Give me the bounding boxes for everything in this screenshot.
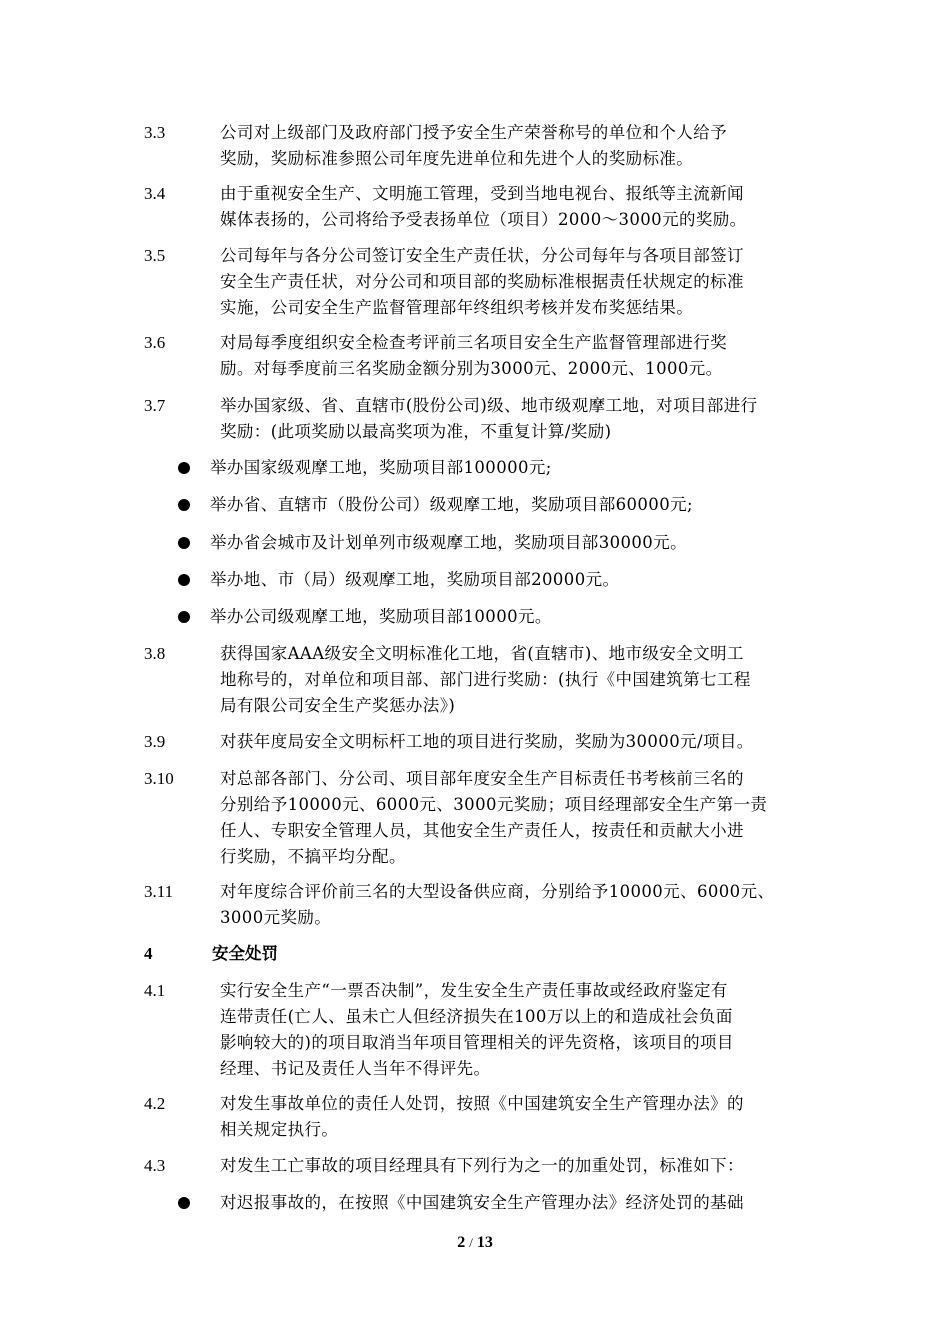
clause-text <box>220 1153 810 1179</box>
page-total: 13 <box>476 1234 493 1251</box>
list-item-text: 举办公司级观摩工地，奖励项目部10000元。 <box>210 607 552 626</box>
clause-number: 3.10 <box>144 769 174 788</box>
text-line: 由于重视安全生产、文明施工管理，受到当地电视台、报纸等主流新闻 <box>220 184 744 203</box>
bullet-icon <box>178 537 190 549</box>
clause-number: 3.9 <box>144 732 166 751</box>
text-line: 公司每年与各分公司签订安全生产责任状，分公司每年与各项目部签订 <box>220 246 744 265</box>
clause-number: 3.11 <box>144 882 174 901</box>
clause-text <box>220 978 810 1082</box>
text-line: 实行安全生产“一票否决制”，发生安全生产责任事故或经政府鉴定有 <box>220 981 728 1000</box>
text-line: 任人、专职安全管理人员，其他安全生产责任人，按责任和贡献大小进 <box>220 821 744 840</box>
list-item-text: 举办省会城市及计划单列市级观摩工地，奖励项目部30000元。 <box>210 533 687 552</box>
clause-number: 3.7 <box>144 396 166 415</box>
text-line: 奖励，奖励标准参照公司年度先进单位和先进个人的奖励标准。 <box>220 149 694 168</box>
text-line: 局有限公司安全生产奖惩办法》) <box>220 696 456 715</box>
clause-number: 3.4 <box>144 184 166 203</box>
clause-number: 4.3 <box>144 1156 166 1175</box>
text-line: 媒体表扬的，公司将给予受表扬单位（项目）2000～3000元的奖励。 <box>220 210 747 229</box>
text-line: 举办国家级、省、直辖市(股份公司)级、地市级观摩工地，对项目部进行 <box>220 396 758 415</box>
text-line: 行奖励，不搞平均分配。 <box>220 847 406 866</box>
clause-text <box>220 120 810 172</box>
page-separator: / <box>469 1235 473 1250</box>
text-line: 对年度综合评价前三名的大型设备供应商，分别给予10000元、6000元、 <box>220 882 775 901</box>
text-line: 励。对每季度前三名奖励金额分别为3000元、2000元、1000元。 <box>220 359 723 378</box>
text-line: 3000元奖励。 <box>220 908 332 927</box>
text-line: 分别给予10000元、6000元、3000元奖励；项目经理部安全生产第一责 <box>220 795 768 814</box>
page-number <box>0 1234 950 1252</box>
text-line: 奖励：(此项奖励以最高奖项为准，不重复计算/奖励) <box>220 422 612 441</box>
text-line: 对发生工亡事故的项目经理具有下列行为之一的加重处罚，标准如下： <box>220 1156 744 1175</box>
clause-text <box>220 729 810 755</box>
list-item-text: 举办国家级观摩工地，奖励项目部100000元; <box>210 458 552 477</box>
clause-number: 3.8 <box>144 644 166 663</box>
text-line: 连带责任(亡人、虽未亡人但经济损失在100万以上的和造成社会负面 <box>220 1007 733 1026</box>
clause-text <box>220 1091 810 1143</box>
text-line: 影响较大的)的项目取消当年项目管理相关的评先资格，该项目的项目 <box>220 1033 734 1052</box>
list-item-text: 举办地、市（局）级观摩工地，奖励项目部20000元。 <box>210 570 620 589</box>
text-line: 实施，公司安全生产监督管理部年终组织考核并发布奖惩结果。 <box>220 298 694 317</box>
clause-number: 4.2 <box>144 1094 166 1113</box>
clause-text <box>220 243 810 321</box>
bullet-icon <box>178 499 190 511</box>
bullet-icon <box>178 574 190 586</box>
clause-text <box>220 181 810 233</box>
clause-text <box>220 393 810 445</box>
list-item-text: 举办省、直辖市（股份公司）级观摩工地，奖励项目部60000元; <box>210 495 693 514</box>
clause-number: 3.5 <box>144 246 166 265</box>
text-line: 对获年度局安全文明标杆工地的项目进行奖励，奖励为30000元/项目。 <box>220 732 754 751</box>
text-line: 公司对上级部门及政府部门授予安全生产荣誉称号的单位和个人给予 <box>220 123 727 142</box>
clause-number: 4.1 <box>144 981 166 1000</box>
text-line: 对总部各部门、分公司、项目部年度安全生产目标责任书考核前三名的 <box>220 769 744 788</box>
bullet-icon <box>178 611 190 623</box>
text-line: 经理、书记及责任人当年不得评先。 <box>220 1059 491 1078</box>
clause-text <box>220 641 810 719</box>
clause-text <box>220 766 810 870</box>
text-line: 对局每季度组织安全检查考评前三名项目安全生产监督管理部进行奖 <box>220 333 727 352</box>
text-line: 相关规定执行。 <box>220 1120 339 1139</box>
bullet-icon <box>178 1197 190 1209</box>
text-line: 对发生事故单位的责任人处罚，按照《中国建筑安全生产管理办法》的 <box>220 1094 744 1113</box>
page-current: 2 <box>457 1234 466 1251</box>
clause-number: 3.3 <box>144 123 166 142</box>
section-number: 4 <box>144 944 153 963</box>
text-line: 安全生产责任状，对分公司和项目部的奖励标准根据责任状规定的标准 <box>220 272 744 291</box>
clause-number: 3.6 <box>144 333 166 352</box>
section-title: 安全处罚 <box>212 944 278 963</box>
clause-text <box>220 330 810 382</box>
text-line: 地称号的，对单位和项目部、部门进行奖励：(执行《中国建筑第七工程 <box>220 670 751 689</box>
clause-text <box>220 879 810 931</box>
text-line: 获得国家AAA级安全文明标准化工地，省(直辖市)、地市级安全文明工 <box>220 644 744 663</box>
bullet-icon <box>178 462 190 474</box>
list-item-text: 对迟报事故的，在按照《中国建筑安全生产管理办法》经济处罚的基础 <box>220 1193 744 1212</box>
